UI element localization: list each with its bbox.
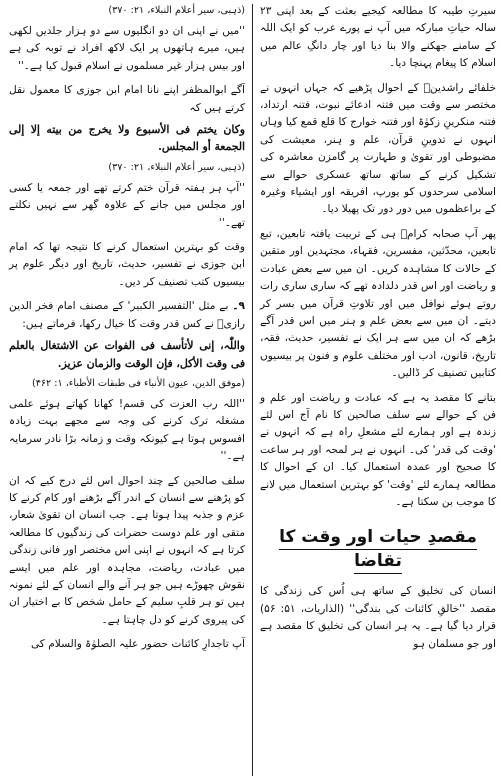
section-heading <box>260 525 496 573</box>
paragraph-ibn-jawzi: آگے ابوالمظفر اپنے نانا امام ابن جوزی کا معمول نقل کرتے ہیں کہ <box>9 84 245 114</box>
citation: (ذہبی، سیر أعلام النبلاء، ۲۱: ۳۷۰) <box>108 161 245 173</box>
paragraph-khulafa: خلفائے راشدینؓ کے احوال پڑھیے کہ جہاں انہوں نے مختصر سے وقت میں فتنہ ادعائے نبوت، فتنہ ارتداد، فتنہ منکرینِ زکوٰۃ اور فتنہ خوارج کا قلع قمع کیا وہاں انہوں نے تدوینِ قرآن، علم و ہنر، معیشت کی مضبوطی اور تقویٰ و طہارت پر گامزن معاشرہ کی تشکیل کرنے کے ساتھ ساتھ عسکری حوالے سے اسلامی سرحدوں کو یورپ، افریقہ اور ایشیاء وغیرہ کے براعظموں میں دور دور تک پھیلا دیا۔ <box>260 81 496 216</box>
paragraph-razi <box>9 298 245 333</box>
paragraph-seerat: سیرتِ طیبہ کا مطالعہ کیجیے بعثت کے بعد اپنی ۲۳ سالہ حیاتِ مبارکہ میں آپ نے پورے عرب کو ایک اللہ کے سامنے جھکنے والا بنا دیا اور چار دانگِ عالم میں اسلام کا پیغام پہنچا دیا۔ <box>260 5 496 70</box>
item-number: ۹۔ <box>232 300 245 313</box>
quote-translation: ''میں نے اپنی ان دو انگلیوں سے دو ہزار جلدیں لکھی ہیں، میرے ہاتھوں پر ایک لاکھ افراد نے توبہ کی ہے اور بیس ہزار غیر مسلموں نے اسلام قبول کیا ہے۔'' <box>9 25 245 72</box>
citation: (ذہبی، سیر أعلام النبلاء، ۲۱: ۳۷۰) <box>108 5 245 16</box>
quote-translation: ''آپ ہر ہفتہ قرآن ختم کرتے تھے اور جمعہ یا کسی اور مجلس میں جانے کے علاوہ گھر سے نہیں نکلتے تھے۔'' <box>9 181 245 229</box>
citation: (موفق الدین، عیون الأنباء فی طبقات الأطباء، ۱: ۴۶۲) <box>31 377 245 389</box>
section-heading-text: مقصدِ حیات اور وقت کا تقاضا <box>279 527 477 574</box>
right-column <box>255 0 501 780</box>
paragraph-creation: انسان کی تخلیق کے ساتھ ہی اُس کی زندگی کا مقصد ''خالقِ کائنات کی بندگی'' (الذاریات، ۵۱: ۵۶) قرار دیا گیا ہے۔ یہ ہر انسان کی تخلیق کا مقصد ہے اور جو مسلمان ہو <box>260 585 496 650</box>
paragraph-salaf: سلف صالحین کے چند احوال اس لئے درج کیے کہ ان کو پڑھنے سے انسان کے اندر آگے بڑھنے اور کام کرنے کا عزم و جذبہ پیدا ہوتا ہے۔ جب انسان ان تقویٰ شعار، متقی اور علم دوست حضرات کی زندگیوں کا مطالعہ کرتا ہے کہ انہوں نے اپنی اس مختصر اور فانی زندگی میں عبادت، ریاضت، مجاہدہ اور علم میں ایسے نقوش چھوڑے ہیں جو ہر آنے والے انسان کے لئے نمونہ ہیں تو ہر قلبِ سلیم کے حامل شخص کا بے اختیار ان کی پیروی کرنے کو دل چاہتا ہے۔ <box>9 474 245 626</box>
column-divider <box>252 4 253 776</box>
paragraph-result: وقت کو بہترین استعمال کرنے کا نتیجہ تھا کہ امام ابن جوزی نے تفسیر، حدیث، تاریخ اور دیگر علوم پر بیسیوں کتب تصنیف کر دیں۔ <box>9 241 245 288</box>
left-column <box>4 0 250 780</box>
arabic-quote: وکان یختم فی الأسبوع ولا یخرج من بیته إلا إلی الجمعة أو المجلس. <box>9 123 245 154</box>
paragraph-closing: آپ تاجدارِ کائنات حضور علیہ الصلوٰۃ والسلام کی <box>30 638 245 651</box>
paragraph-tabieen: پھر آپ صحابہ کرامؓ ہی کے تربیت یافتہ تابعین، تبع تابعین، محدّثین، مفسرین، فقہاء، مجتہدین اور متقین کے حالات کا مشاہدہ کریں۔ ان میں سے بعض عبادت و ریاضت اور اس قدر دلدادہ تھے کہ ساری ساری رات روتے ہوئے نوافل میں اور تلاوتِ قرآن میں بسر کر دیتے۔ ان میں سے بعض علم و ہنر میں اس قدر آگے بڑھے کہ ان میں سے ہر ایک نے تفسیر، حدیث، فقہ، تاریخ، قانون، ادب اور مختلف علوم و فنون پر بیسیوں کتابیں تصنیف کر ڈالیں۔ <box>260 227 496 380</box>
arabic-quote: واللّٰہ، إنی لأتأسف فی الفوات عن الاشتغال بالعلم فی وقت الأکل، فإن الوقت والزمان عزیز. <box>9 339 245 370</box>
quote-translation: ''اللہ رب العزت کی قسم! کھانا کھاتے ہوئے علمی مشغلہ ترک کرنے کی وجہ سے مجھے بہت زیادہ افسوس ہوتا ہے کیونکہ وقت و زمانہ بڑا نادر سرمایہ ہے۔'' <box>9 397 245 463</box>
paragraph-razi-text: بے مثل 'التفسیر الکبیر' کے مصنف امام فخر الدین رازیؒ نے کس قدر وقت کا خیال رکھا، فرماتے ہیں: <box>9 300 245 330</box>
paragraph-purpose: بتانے کا مقصد یہ ہے کہ عبادت و ریاضت اور علم و فن کے حوالے سے سلف صالحین کا نام آج اس لئے زندہ ہے اور ہمارے لئے مشعلِ راہ ہے کہ انہوں نے 'وقت کی قدر' کی۔ انہوں نے ہر لمحہ اور ہر ساعت کا صحیح اور عمدہ استعمال کیا۔ ان کے احوال کا مطالعہ ہمارے لئے 'وقت' کو بہترین استعمال میں لانے کا موجب بن سکتا ہے۔ <box>260 391 496 508</box>
